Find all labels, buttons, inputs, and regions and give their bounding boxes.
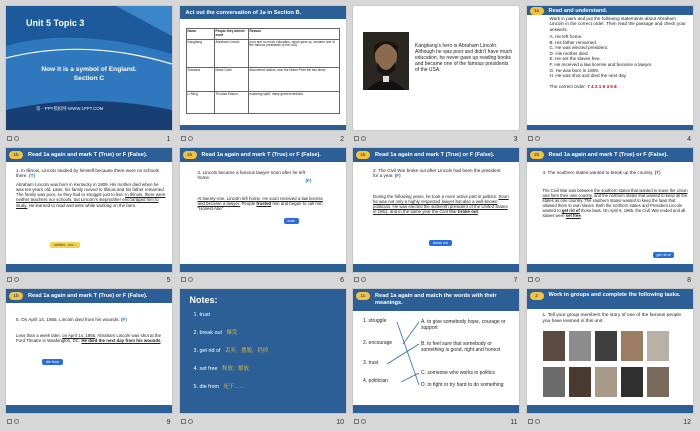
slide-icons (528, 277, 542, 283)
match-meaning: C. someone who works in politics (421, 370, 495, 377)
question: 2. Lincoln became a famous lawyer soon after he left home. (197, 169, 306, 181)
list-item: D. His mother died. (549, 50, 589, 56)
slide-icons (354, 419, 368, 425)
slide-icons (354, 277, 368, 283)
slide-thumb-4[interactable] (524, 3, 698, 145)
match-meaning: A. to give somebody hope, courage or support (421, 319, 506, 332)
slide-2 (180, 6, 346, 130)
slide-thumb-11[interactable] (350, 286, 524, 428)
bottom-band (527, 264, 693, 272)
list-item: F. He received a law license and became a lawyer. (549, 61, 653, 67)
note-badge: neither...nor... (50, 242, 80, 248)
bottom-band (180, 264, 346, 272)
group-task: 1. Tell your group members the story of one of the famous people you have learned in this unit. (542, 313, 682, 324)
note-badge: break out (429, 240, 452, 246)
note-badge: die from (42, 359, 63, 365)
slide-9 (6, 289, 172, 413)
question: 5. On April 14, 1865, Lincoln died from his wounds. (F) (16, 317, 127, 323)
slide-4 (527, 6, 693, 130)
slide-number: 1 (166, 135, 171, 143)
portrait-photo (621, 367, 643, 397)
slide-header: 1b Read 1a again and mark T (True) or F (False). (6, 148, 172, 162)
slide-thumb-3[interactable] (350, 3, 524, 145)
slide-icons (528, 136, 542, 142)
slide-number: 2 (340, 135, 344, 143)
slide-number: 7 (513, 277, 518, 285)
admire-table: Name People they admire most Reason Kangkang Abraham Lincoln poor and no much education, never gave up, became one of the famous presidents of the USA Susanna Marie Curie discovered radium, won the Nobel Prize the two times Li Ming Thomas Edison exploring spirit, many great inventions (186, 28, 340, 114)
list-item: C. He was elected president. (549, 45, 609, 51)
slide-icons (354, 136, 368, 142)
section-label: Section C (73, 75, 105, 82)
passage: During the following years, he took a more active part in politics. Soon he was not only a highly respected lawyer but also a well-known politician. He was elected the sixteenth president of the United States in 1861, and in the same year the Civil War broke out. (373, 193, 509, 215)
note-item: 5. die from 死于…… (193, 384, 246, 391)
slide-thumb-10[interactable] (177, 286, 351, 428)
match-word: 3. trust (363, 360, 379, 367)
passage: The Civil War was between the southern states that wanted to leave the Union and form their own country, and the northern states that wanted to keep all the states as one country. The southern states wanted to keep the laws that allowed them to own slaves. Both the northern states and President Lincoln wanted to get rid of those laws. On April 9, 1865, the Civil War ended and all slaves were set free. (542, 187, 688, 218)
hero-paragraph: Kangkang's hero is Abraham Lincoln. Although he was poor and didn't have much education, he never gave up reading books and became one of the famous presidents of the USA. (415, 43, 513, 73)
note-item: 4. set free 释放；解放 (193, 366, 249, 373)
slide-1 (6, 6, 172, 130)
bottom-band (527, 405, 693, 413)
note-item: 1. trust (193, 312, 210, 319)
note-badge: get rid of (653, 252, 675, 258)
match-word: 4. politician (363, 378, 389, 385)
slide-subtitle: Now it is a symbol of England. (41, 66, 137, 73)
bottom-band (353, 405, 519, 413)
slide-number: 9 (166, 418, 171, 426)
portrait-photo (569, 367, 591, 397)
bottom-band (180, 125, 346, 130)
slide-header: Act out the conversation of 1a in Section B. (180, 6, 346, 19)
note-item: 3. get rid of 丢弃，摆脱，扔掉 (193, 348, 269, 355)
slide-number: 10 (336, 418, 344, 426)
slide-header: 1a Read and understand. (527, 6, 693, 15)
note-badge: trust (284, 218, 299, 224)
question: 3. The Civil War broke out after Lincoln had been the president for a year. (F) (373, 167, 501, 179)
task-intro: Work in pairs and put the following statements about Abraham Lincoln in the correct order. Then read the passage and check your answers. (549, 16, 686, 32)
note-item: 2. break out 爆发 (193, 330, 238, 337)
slide-header: 1b Read 1a again and mark T (True) or F (False). (180, 148, 346, 162)
slide-icons (528, 419, 542, 425)
watermark-text: 第一PPT模板网-WWW.1PPT.COM (36, 106, 104, 111)
correct-order: The correct order: 7 4 2 1 6 3 5 8 (549, 84, 617, 89)
slide-5 (6, 148, 172, 272)
slide-thumb-2[interactable] (177, 3, 351, 145)
match-word: 2. encourage (363, 340, 393, 347)
slide-header: 2 Work in groups and complete the following tasks. (527, 289, 693, 309)
slide-thumb-8[interactable] (524, 145, 698, 287)
match-word: 1. struggle (363, 318, 387, 325)
slide-header: 1b Read 1a again and mark T (True) or F (False). (6, 289, 172, 303)
slide-10 (180, 289, 346, 413)
list-item: A. He left home. (549, 34, 583, 39)
slide-header: 1b Read 1a again and mark T (True) or F (False). (527, 148, 693, 162)
slide-number: 3 (513, 135, 518, 143)
unit-title: Unit 5 Topic 3 (26, 18, 85, 28)
portrait-photo (595, 367, 617, 397)
bottom-band (527, 125, 693, 130)
slide-header: 1b Read 1a again and mark T (True) or F (False). (353, 148, 519, 162)
bottom-band (353, 264, 519, 272)
slide-icons (7, 277, 21, 283)
slide-12 (527, 289, 693, 413)
portrait-photo (543, 367, 565, 397)
slide-icons (7, 136, 21, 142)
answer: (F) (305, 177, 312, 183)
match-meaning: D. to fight or try hard to do something (421, 382, 504, 389)
slide-8 (527, 148, 693, 272)
slide-thumb-7[interactable] (350, 145, 524, 287)
slide-7 (353, 148, 519, 272)
portrait-photo (569, 331, 591, 361)
slide-number: 11 (510, 418, 518, 426)
portrait-photo (595, 331, 617, 361)
slide-number: 4 (687, 135, 691, 143)
statement-list (550, 34, 690, 79)
slide-number: 8 (687, 277, 691, 285)
portrait-photo (621, 331, 643, 361)
match-meaning: B. to feel sure that somebody or something is good, right and honest (421, 341, 501, 354)
list-item: G. He was born in 1809. (549, 67, 600, 73)
lincoln-portrait (363, 32, 409, 90)
bottom-band (6, 405, 172, 413)
portrait-gallery (543, 331, 683, 403)
portrait-photo (543, 331, 565, 361)
slide-header: 1c Read 1a again and match the words with their meanings. (353, 289, 519, 311)
slide-6 (180, 148, 346, 272)
slide-number: 12 (683, 418, 691, 426)
portrait-photo (647, 331, 669, 361)
slide-3 (353, 6, 519, 130)
notes-title: Notes: (189, 295, 218, 306)
list-item: E. He set the slaves free. (549, 56, 601, 62)
slide-number: 5 (166, 277, 171, 285)
slide-icons (7, 419, 21, 425)
passage: Abraham Lincoln was born in Kentucky in 1809. His mother died when he was ten years old. Later, his family moved to Illinois and his father remarried. The family was poor, so they had to struggle just to live. In Illinois, there were neither teachers nor schools, but Lincoln's stepmother encouraged him to study. He learned to read and write while working on the farm. (16, 181, 166, 208)
slide-thumb-5[interactable] (3, 145, 177, 287)
slide-number: 6 (340, 277, 344, 285)
slide-thumb-1[interactable] (3, 3, 177, 145)
bottom-band (6, 264, 172, 272)
passage: At twenty-one, Lincoln left home. He soon received a law license and became a lawyer. People trusted him and began to call him "Honest Abe". (197, 195, 323, 212)
slide-icons (181, 136, 195, 142)
slide-11 (353, 289, 519, 413)
slide-icons (181, 419, 195, 425)
portrait-photo (647, 367, 669, 397)
slide-thumb-12[interactable] (524, 286, 698, 428)
list-item: B. His father remarried. (549, 39, 597, 45)
slide-thumb-9[interactable] (3, 286, 177, 428)
question: 1. In Illinois, Lincoln studied by himself because there were no schools there. (T) (16, 167, 159, 179)
question: 4. The southern states wanted to break up the country. (T) (542, 169, 661, 175)
slide-thumb-6[interactable] (177, 145, 351, 287)
slide-grid (3, 3, 697, 428)
passage: Less than a week later, on April 14, 1865, Abraham Lincoln was shot at the Ford Theatre in Washington, DC. He died the next day from his wounds. (16, 333, 162, 344)
slide-icons (181, 277, 195, 283)
list-item: H. He was shot and died the next day. (549, 73, 627, 79)
